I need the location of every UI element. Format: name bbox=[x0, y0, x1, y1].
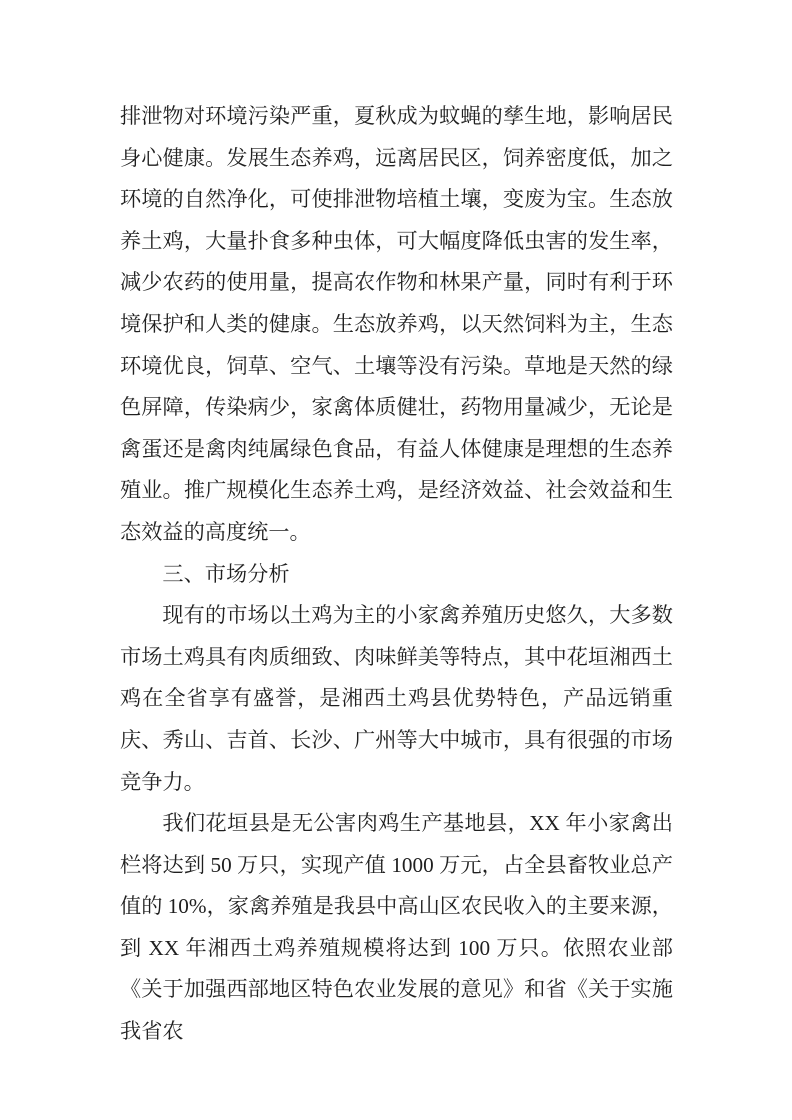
section-heading-market-analysis: 三、市场分析 bbox=[162, 561, 290, 586]
paragraph-production-plan: 我们花垣县是无公害肉鸡生产基地县，XX 年小家禽出栏将达到 50 万只，实现产值 1000 万元，占全县畜牧业总产值的 10%，家禽养殖是我县中高山区农民收入的主要来源，到 XX 年湘西土鸡养殖规模将达到 100 万只。依照农业部《关于加强西部地区特色农业发展的意见》和省《关于实施我省农 bbox=[120, 811, 673, 1044]
document-text-block bbox=[120, 96, 673, 1053]
paragraph-ecology-benefits: 排泄物对环境污染严重，夏秋成为蚊蝇的孳生地，影响居民身心健康。发展生态养鸡，远离居民区，饲养密度低，加之环境的自然净化，可使排泄物培植土壤，变废为宝。生态放养土鸡，大量扑食多种虫体，可大幅度降低虫害的发生率，减少农药的使用量，提高农作物和林果产量，同时有利于环境保护和人类的健康。生态放养鸡，以天然饲料为主，生态环境优良，饲草、空气、土壤等没有污染。草地是天然的绿色屏障，传染病少，家禽体质健壮，药物用量减少，无论是禽蛋还是禽肉纯属绿色食品，有益人体健康是理想的生态养殖业。推广规模化生态养土鸡，是经济效益、社会效益和生态效益的高度统一。 bbox=[120, 104, 673, 544]
paragraph-market-overview: 现有的市场以土鸡为主的小家禽养殖历史悠久，大多数市场土鸡具有肉质细致、肉味鲜美等特点，其中花垣湘西土鸡在全省享有盛誉，是湘西土鸡县优势特色，产品远销重庆、秀山、吉首、长沙、广州等大中城市，具有很强的市场竞争力。 bbox=[120, 603, 673, 794]
